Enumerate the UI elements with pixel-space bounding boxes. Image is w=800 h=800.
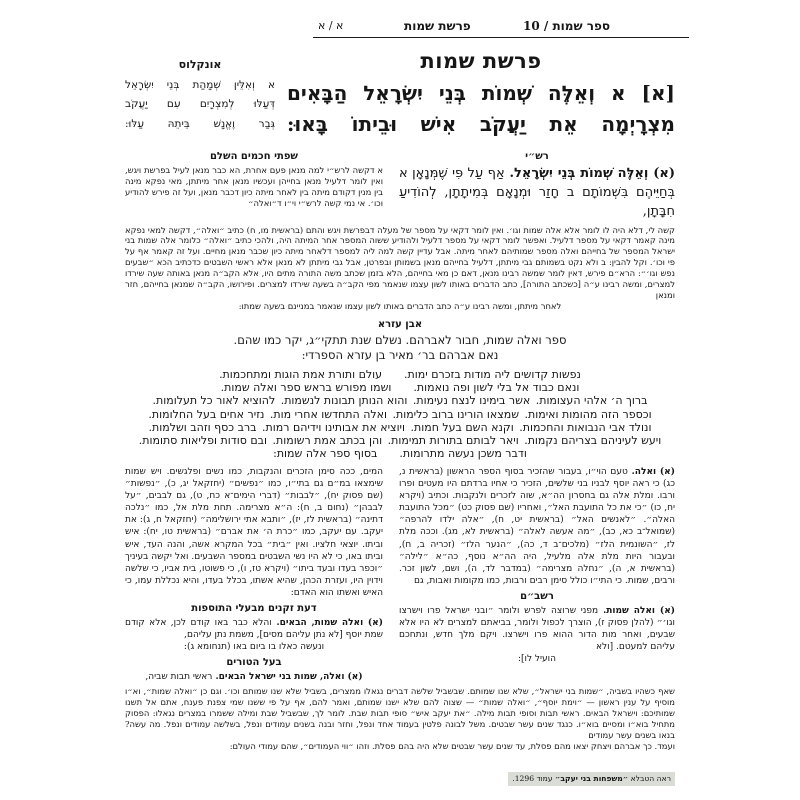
rashi-text <box>399 165 675 222</box>
ibn-ezra-intro-line: נאם אברהם בר׳ מאיר בן עזרא הספרדי: <box>301 348 499 363</box>
ibn-ezra-title: אבן עזרא <box>377 318 423 330</box>
note-page-number: עמוד 1296. <box>512 774 556 784</box>
sifsei-chachamim-column-text: א דקשה לרש״י למה מנאן פעם אחרת, הא כבר מנאן לעיל בפרשת ויגש, ואין לומר דלעיל מנאן בחייהן ועכשיו מנאן אחר מיתתן, מאי נפקא מינה בין מנין דקודם מיתה בין לאחר מיתה כיון דכבר מנאן, ועל זה פירש להודיע וכו׳. אי נמי קשה לרש״י וי״ו ד״ואלה״ <box>125 165 383 208</box>
sifsei-chachamim-body: קשה לי, דלא היה לו לומר אלא אלה שמות וגו׳. ואין לומר דקאי על מספר של מעלה דבפרשת ויגש והתם (בראשית מו, ח) כתיב ״ואלה״, דקשה למאי נפקא מינה קאמר דקאי על מספר דלעיל. ואפשר לומר דקאי על מספר דלעיל ולהודיע ששוה המספר אחר המיתה היה, ולהכי כתיב ״ואלה״ כלומר אלה שמות בני ישראל המספר של בחייהם ואלה מספר שמותיהם לאחר מיתה. אבל עדיין קשה למה ליה למספר דלאחר מיתה כיון שכבר מנאן מחיים. ועל זה קאמר אף על פי וכו׳. וקל להבין: ב ולא נקט בשמותם גבי מיתתן, דלעיל בחייהם מנאן בשמותן ובפרטן, אבל גבי מיתתן לא מנאן אלא ראשי השבטים כדכתיב הכא ״שבעים נפש וגו׳״: הרא״ם פירש, דאין לומר שמשה רבינו מנאן, דאם כן מאי בחייהם, הלא בזמן שכתב משה התורה מתים היו, אלא הקב״ה מנאן באותה שעה שירדו למצרים, ומשה רבינו ע״ה [כשכתב התורה], כתב הדברים באותו לשון עצמו שנאמר מפי הקב״ה בשעה שירדו למצרים. ופירושו, הקב״ה שמנאן בחייהם, חזר ומנאן <box>125 224 675 301</box>
sifsei-chachamim-block <box>125 147 383 222</box>
rashbam-last-line: הועיל לו]: <box>517 653 557 664</box>
commentary-columns <box>125 466 675 683</box>
rashi-comment: אַף עַל פִּי שֶׁמְּנָאָן א בְּחַיֵּיהֶם בִּשְׁמוֹתָם ב חָזַר וּמְנָאָם בְּמִיתָתָן, לְהוֹדִיעַ חִבָּתָן, <box>399 166 675 219</box>
rashi-dibur-hamaschil: (א) וְאֵלֶּה שְׁמוֹת בְּנֵי יִשְׂרָאֵל. <box>504 166 675 181</box>
ibn-ezra-poem-line: ויעש לעיניהם בצריהם נקמות. ויאר לבותם בתורות תמימות. והן בכתב אמת רשומות. ובם סודות ופליאות סתומות. <box>138 433 662 447</box>
page-header-chapter-verse: א / א <box>318 19 344 32</box>
onkelos-block <box>125 48 275 140</box>
sifsei-chachamim-title: שפתי חכמים השלם <box>209 151 299 162</box>
rashbam-comment: מפני שרוצה לפרש ולומר ״ובני ישראל פרו וישרצו וגו׳״ (להלן פסוק ז), הוצרך לכפול ולומר, בביאתם למצרים לא היו אלא שבעים, ואחר מות הדור ההוא פרו וישרצו. ויקם מלך חדש, ונתחכם עליהם למעטם. [ולא <box>399 605 675 652</box>
ibn-ezra-intro-line: ספר ואלה שמות, חבור לאברהם. נשלם שנת תתקי״ג, יקר כמו שהם. <box>233 332 567 347</box>
table-reference-note <box>125 766 675 785</box>
daas-zekeinim-dibur-hamaschil: (א) ואלה שמות, הבאים. <box>271 617 383 628</box>
ibn-ezra-poem <box>125 368 675 460</box>
header-divider <box>313 37 689 38</box>
rashbam-dibur-hamaschil: (א) ואלה שמות. <box>598 605 675 616</box>
rashi-row <box>125 147 675 222</box>
daas-zekeinim-comment: והלא כבר באו קודם לכן, אלא קודם שמת יוסף [לא נתן עליהם מסים], משמת נתן עליהם, <box>125 617 383 640</box>
ibn-ezra-poem-line: נפשות קדושים ליה מודות בזכרם ימות. עולם ותורת אמת הוגות ומתחכמות. <box>219 367 581 381</box>
baal-haturim-title: בעל הטורים <box>226 656 282 668</box>
rashi-title: רש״י <box>525 151 549 162</box>
note-highlight-box <box>508 772 675 785</box>
baal-haturim-body: שאף כשהיו בשביה, ״שמות בני ישראל״, שלא שנו שמותם. שבשביל שלשה דברים נגאלו ממצרים, בשביל שלא שנו שמותם וכו׳. וגם כן ״ואלה שמות״, וא״ו מוסיף על ענין ראשון — ״וימת יוסף״, ״ואלה שמות״ — שצוה להם שלא ישנו שמותם, ואמר להם, אף על פי ששנו שמי צפנת פענח, אתם אל תשנו שמותיכם: וישראל הבאים. ראשי תבות וסופי תבות מילה. ״את יעקב איש״ סופי תבות שבת. לומר לך, שבשביל שבת ומילה ששמרו במצרים נגאלו: הפסוק מתחיל בוא״ו ומסיים בוא״ו. כנגד שנים עשר שבטים. משל לבונה פלטין בעמוד אחד ונפל, וחזר ובנה בשנים עמודים ונפל, בשלשה עמודים ונפל. מה עשה? בנאו בשנים עשר עמודים <box>125 685 675 740</box>
onkelos-line: גְּבַר וֶאֱנָשׁ בֵּיתֵהּ עַלּוּ: <box>125 117 275 130</box>
ibn-ezra-commentary-left: המים, ככה סימן הזכרים והנקבות, כמו נשים ופלגשים. ויש שמות שימצאו במ״ם גם בתי״ו, כמו ״נפשים״ (יחזקאל יג, כ), ״נפשות״ (שם פסוק יח), ״לבבות״ (דברי הימים־א כח, ט), גם לבבים, ״על לבבהן״ (נחום ב, ח): ה״א מצרימה. תחת מלת אל, כמו ״נלכה דתינה״ (בראשית לז, יז), ״ותבא אתי ירושלימה״ (יחזקאל ח, ג): את יעקב. עם יעקב, כמו ״כרת ה׳ את אברם״ (בראשית טו, יח): איש וביתו. יוצאי חלציו. ואין ״בית״ בכל המקרא אשה, והנה העד, איש וביתו באו, כי לא היו נשי השבטים במספר השבעים. ואל יקשה בעיניך ״וכפר בעדו ובעד ביתו״ (ויקרא טז, ו), כי פשוטו, בית אביו, כי שלשה וידוין היו, ועזרת הכהן, שהיא אשתו, בכלל בעדו, והיא נכללת עמו, כי האיש ואשתו הוא האדם: <box>125 467 383 598</box>
rashbam-title: רשב״ם <box>520 590 554 602</box>
ibn-ezra-dibur-hamaschil: (א) ואלה. <box>627 467 675 478</box>
torah-verse-block <box>287 48 675 140</box>
torah-verse-line-2: מִצְרָיְמָה אֵת יַעֲקֹב אִישׁ וּבֵיתוֹ בָּאוּ: <box>287 112 675 136</box>
commentary-column-right <box>399 466 675 683</box>
onkelos-title: אונקלוס <box>178 58 222 71</box>
baal-haturim-first-line <box>125 671 383 683</box>
sifsei-chachamim-last-line: לאחר מיתתן, ומשה רבינו ע״ה כתב הדברים באותו לשון עצמו שנאמר במניינם בשעה שמתו: <box>238 300 562 311</box>
page-header-parsha: פרשת שמות <box>404 19 471 33</box>
daas-zekeinim-text <box>125 617 383 641</box>
ibn-ezra-poem-line: וכספר הזה מהומות ואימות. שמצאו הורינו ברוב כלימות. ואלה התחדשו אחרי מות. נזיר אחים בעל החלומות. <box>148 407 652 421</box>
verse-and-onkelos-row <box>125 48 675 140</box>
daas-zekeinim-title: דעת זקנים מבעלי התוספות <box>191 602 317 614</box>
parsha-title: פרשת שמות <box>420 48 542 73</box>
ibn-ezra-poem-line: ודבר משכן נעשה מתרומות. בסוף ספר אלה שמות: <box>273 447 527 461</box>
note-text: ראה הטבלא <box>628 774 671 784</box>
ibn-ezra-poem-line: ונאם כבוד אל בלי לשון ופה נואמות. ושמו מפורש בראש ספר ואלה שמות. <box>220 381 580 395</box>
onkelos-line: דְּעַלּוּ לְמִצְרָיִם עִם יַעֲקֹב <box>125 98 275 111</box>
page-content <box>125 48 675 786</box>
rashbam-text <box>399 605 675 653</box>
torah-verse-line-1: [א] א וְאֵלֶּה שְׁמוֹת בְּנֵי יִשְׂרָאֵל הַבָּאִים <box>287 81 675 105</box>
daas-zekeinim-last-line: ונעשה כאלו בו ביום באו (תנחומא ג): <box>183 641 325 652</box>
baal-haturim-last-line: ועמד. כך אברהם ויצחק יצאו מהם פסלת, עד שנים עשר שבטים שלא היה בהם פסלת. וזהו ״ווי העמודים״, שהם עמודי העולם: <box>229 740 675 751</box>
ibn-ezra-poem-line: ברוך ה׳ אלהי העצומות. אשר בימינו לנצח נעימות. והוא הנותן תבונות לנשמות. להוציא לאור כל תעלומות. <box>152 394 648 408</box>
onkelos-line: א וְאִלֵּין שְׁמָהַת בְּנֵי יִשְׂרָאֵל <box>125 79 275 91</box>
ibn-ezra-commentary-right <box>399 466 675 586</box>
rashi-block <box>399 147 675 222</box>
baal-haturim-opening: ראשי תבות שביה, <box>145 671 213 682</box>
baal-haturim-dibur-hamaschil: (א) ואלה, שמות בני ישראל הבאים. <box>212 671 363 682</box>
ibn-ezra-comment-right: טעם הוי״ו, בעבור שהזכיר בסוף הספר הראשון (בראשית נ, כג) כי ראה יוסף לבניו בני שלשים, הזכיר כי אחיו ברדתם היו מעטים ופרו ורבו. ומלת אלה גם בחסרון הה״א, שוה לזכרים ולנקבות. וכתיב (ויקרא יח, כו) ״כי את כל התועבת האל״, ואחריו (שם פסוק כט) ״מכל התועבת האלה״. ״לאנשים האל״ (בראשית יט, ח), ״אלה ילדו להרפה״ (שמואל־ב כא, כב), ״מה אעשה לאלה״ (בראשית לא, מג). וככה מלת לז, ״השונמית הלז״ (מלכים־ב ד, כה), ״הנער הלז״ (זכריה ב, ח), ובעבור היות מלת אלה מלעיל, היה הה״א נוסף, כה״א ״לילה״ (בראשית א, ה), ״נחלה מצרימה״ (במדבר לד, ה), ושם, לשון זכר. ורבים, שמות. כי התי״ו כולל סימן רבים ורבות, כמו מקומות ואבות, גם <box>399 467 675 586</box>
commentary-column-left <box>125 466 383 683</box>
ibn-ezra-poem-line: ונולד אבי הנבואות והחכמות. וקנא השם בעל חמות. ויוציא את אבותינו וידיהם רמות. ברב כסף וזהב ושלמות. <box>148 420 652 434</box>
note-table-name: ״משפחות בני יעקב״ <box>555 774 629 784</box>
page-header-book-and-page: ספר שמות / 10 <box>523 19 610 33</box>
